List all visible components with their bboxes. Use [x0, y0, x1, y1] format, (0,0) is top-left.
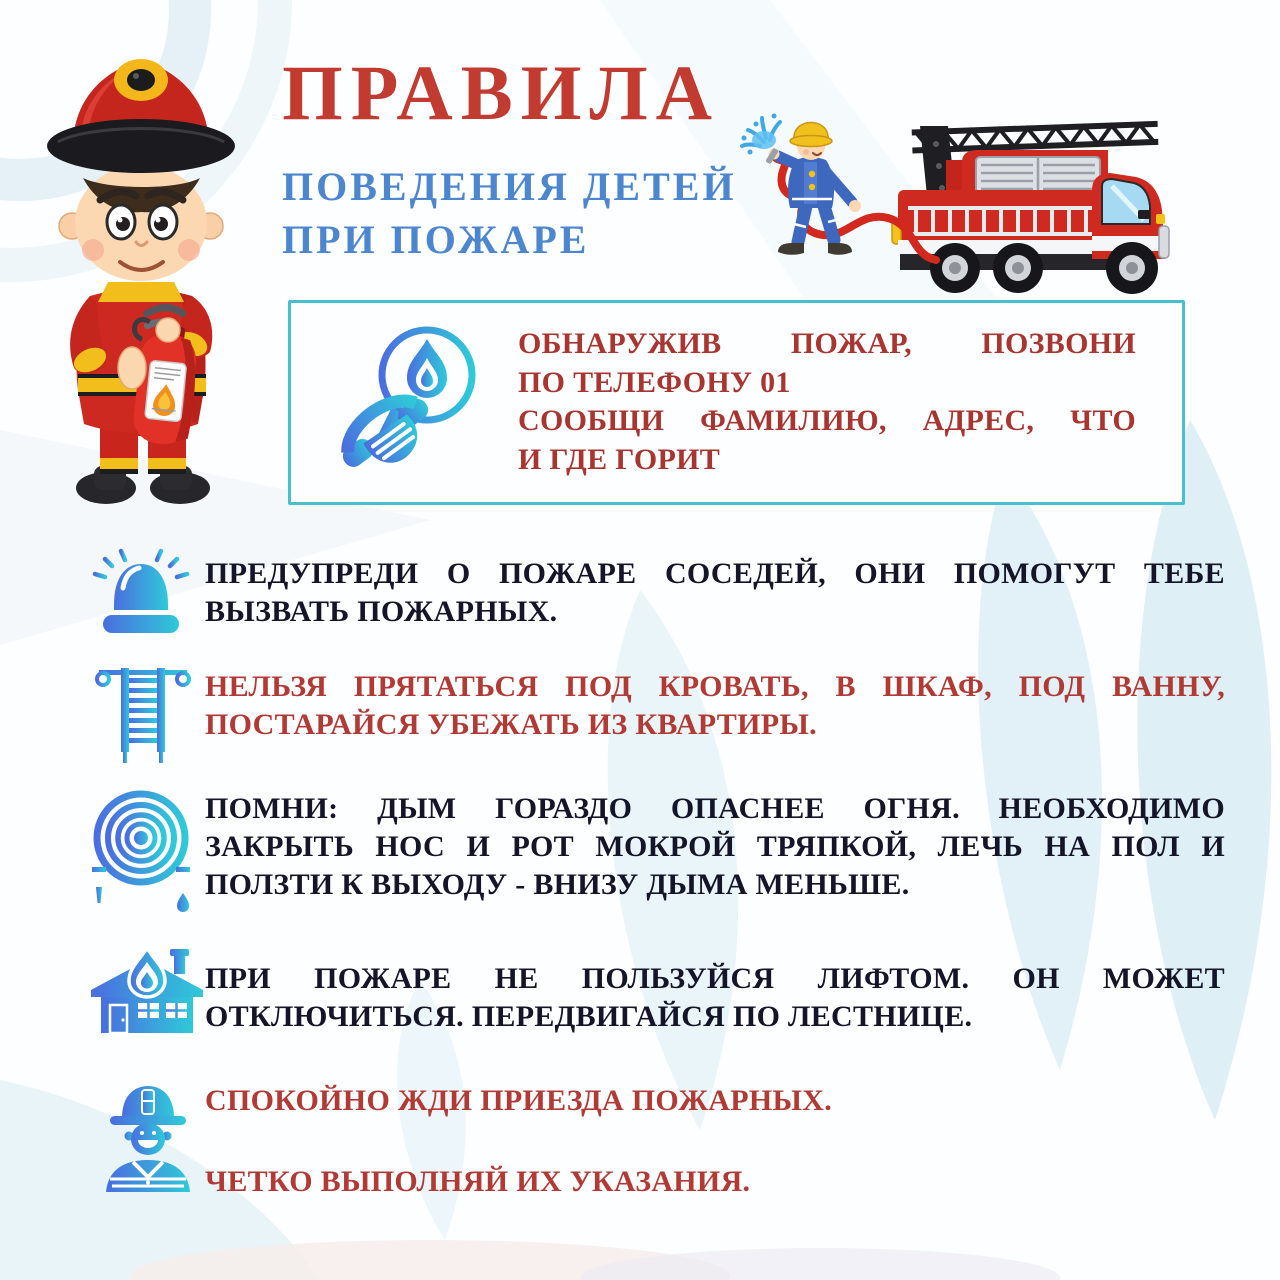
rule-line: НЕЛЬЗЯ ПРЯТАТЬСЯ ПОД КРОВАТЬ, В ШКАФ, ПОД ВАННУ,: [205, 670, 1225, 703]
rule-5-text: [205, 1082, 1225, 1120]
emergency-call-text: [518, 325, 1136, 479]
alert-line: И ГДЕ ГОРИТ: [518, 442, 721, 476]
page-subtitle-line2: ПРИ ПОЖАРЕ: [282, 217, 590, 262]
fire-hose-icon: [85, 783, 197, 913]
rule-line: ПОМНИ: ДЫМ ГОРАЗДО ОПАСНЕЕ ОГНЯ. НЕОБХОДИМО: [205, 792, 1225, 825]
alert-line: СООБЩИ ФАМИЛИЮ, АДРЕС, ЧТО: [518, 404, 1136, 437]
ladder-icon: [93, 660, 193, 764]
alert-line: ПО ТЕЛЕФОНУ 01: [518, 365, 791, 399]
rule-line: СПОКОЙНО ЖДИ ПРИЕЗДА ПОЖАРНЫХ.: [205, 1084, 833, 1117]
firefighter-icon: [100, 1078, 196, 1192]
page-subtitle-line1: ПОВЕДЕНИЯ ДЕТЕЙ: [282, 164, 737, 209]
fire-truck-illustration: [740, 102, 1170, 297]
rule-line: ОТКЛЮЧИТЬСЯ. ПЕРЕДВИГАЙСЯ ПО ЛЕСТНИЦЕ.: [205, 1000, 973, 1033]
rule-line: ЧЕТКО ВЫПОЛНЯЙ ИХ УКАЗАНИЯ.: [205, 1165, 751, 1198]
rule-1-text: [205, 555, 1225, 631]
rule-3-text: [205, 790, 1225, 904]
phone-call-flame-icon: [328, 317, 490, 485]
alert-line: ОБНАРУЖИВ ПОЖАР, ПОЗВОНИ: [518, 327, 1136, 360]
boy-firefighter-illustration: [28, 38, 258, 513]
rule-line: ЗАКРЫТЬ НОС И РОТ МОКРОЙ ТРЯПКОЙ, ЛЕЧЬ НА ПОЛ И: [205, 830, 1225, 863]
rule-line: ПОСТАРАЙСЯ УБЕЖАТЬ ИЗ КВАРТИРЫ.: [205, 708, 817, 741]
rule-line: ПОЛЗТИ К ВЫХОДУ - ВНИЗУ ДЫМА МЕНЬШЕ.: [205, 868, 910, 901]
rule-2-text: [205, 668, 1225, 744]
rule-6-text: [205, 1163, 1225, 1201]
siren-icon: [88, 543, 194, 639]
rule-line: ПРИ ПОЖАРЕ НЕ ПОЛЬЗУЙСЯ ЛИФТОМ. ОН МОЖЕТ: [205, 962, 1225, 995]
page-title: ПРАВИЛА: [282, 49, 720, 136]
emergency-call-box: [288, 300, 1185, 505]
rule-4-text: [205, 960, 1225, 1036]
burning-house-icon: [88, 948, 206, 1052]
rule-line: ПРЕДУПРЕДИ О ПОЖАРЕ СОСЕДЕЙ, ОНИ ПОМОГУТ ТЕБЕ: [205, 557, 1225, 590]
rule-line: ВЫЗВАТЬ ПОЖАРНЫХ.: [205, 595, 558, 628]
